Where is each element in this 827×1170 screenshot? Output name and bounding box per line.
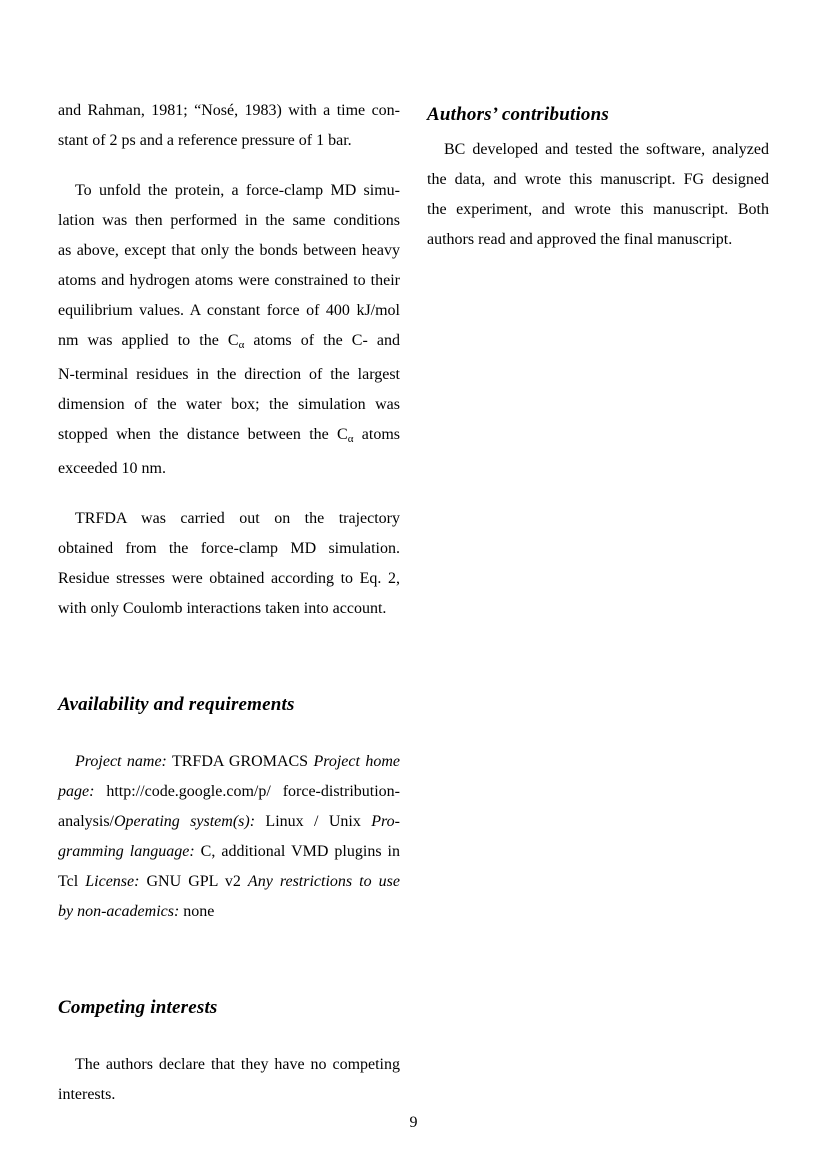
text-segment: TRFDA GROMACS bbox=[166, 753, 314, 770]
text-segment: dimension of the water box; the simulation was bbox=[58, 396, 400, 413]
text-line bbox=[58, 420, 400, 454]
text-segment: the data, and wrote this manuscript. FG designed bbox=[427, 171, 769, 188]
text-line bbox=[58, 1080, 400, 1110]
text-segment: gramming language: bbox=[58, 843, 195, 860]
text-segment: atoms bbox=[353, 426, 401, 443]
text-line bbox=[58, 747, 400, 777]
text-segment: page: bbox=[58, 783, 95, 800]
text-line bbox=[427, 225, 769, 255]
paragraph bbox=[58, 96, 400, 156]
section-heading: Authors’ contributions bbox=[427, 104, 609, 125]
text-segment: atoms and hydrogen atoms were constrained to their bbox=[58, 272, 400, 289]
text-line bbox=[58, 837, 400, 867]
text-line bbox=[58, 1050, 400, 1080]
text-segment: Tcl bbox=[58, 873, 86, 890]
text-segment: Linux / Unix bbox=[255, 813, 372, 830]
column-right bbox=[427, 100, 769, 255]
page-footer bbox=[0, 1108, 827, 1138]
text-line bbox=[58, 564, 400, 594]
text-segment: C, additional VMD plugins in bbox=[194, 843, 401, 860]
text-line bbox=[58, 534, 400, 564]
text-segment: exceeded 10 nm. bbox=[58, 460, 166, 477]
text-segment: GNU GPL v2 bbox=[139, 873, 248, 890]
text-segment: authors read and approved the final manuscript. bbox=[427, 231, 733, 248]
text-line bbox=[58, 96, 400, 126]
text-line bbox=[58, 326, 400, 360]
text-segment: atoms of the C- and bbox=[244, 332, 400, 349]
text-segment: N-terminal residues in the direction of the largest bbox=[58, 366, 400, 383]
text-line bbox=[58, 777, 400, 807]
subscript-text: α bbox=[347, 433, 354, 445]
text-segment: http://code.google.com/p/ force-distribution- bbox=[94, 783, 400, 800]
text-line bbox=[58, 454, 400, 484]
text-segment: obtained from the force-clamp MD simulation. bbox=[58, 540, 400, 557]
text-line bbox=[58, 296, 400, 326]
text-line bbox=[58, 360, 400, 390]
text-segment: analysis/ bbox=[58, 813, 114, 830]
text-line bbox=[58, 897, 400, 927]
text-segment: none bbox=[179, 903, 215, 920]
text-line bbox=[58, 504, 400, 534]
text-line bbox=[58, 176, 400, 206]
column-left bbox=[58, 96, 400, 1110]
text-segment: Pro- bbox=[371, 813, 400, 830]
text-segment: The authors declare that they have no competing bbox=[75, 1056, 400, 1073]
section-heading: Competing interests bbox=[58, 997, 218, 1018]
page-number: 9 bbox=[409, 1114, 418, 1131]
text-segment: equilibrium values. A constant force of 400 kJ/mol bbox=[58, 302, 400, 319]
text-line bbox=[58, 807, 400, 837]
text-segment: the experiment, and wrote this manuscript. Both bbox=[427, 201, 769, 218]
paragraph bbox=[427, 135, 769, 255]
text-segment: stopped when the distance between the C bbox=[58, 426, 348, 443]
text-segment: and Rahman, 1981; “Nosé, 1983) with a time con- bbox=[58, 102, 400, 119]
paragraph bbox=[58, 747, 400, 927]
text-line bbox=[58, 594, 400, 624]
text-line bbox=[427, 135, 769, 165]
text-segment: with only Coulomb interactions taken into account. bbox=[58, 600, 387, 617]
section-heading: Availability and requirements bbox=[58, 694, 295, 715]
text-segment: To unfold the protein, a force-clamp MD simu- bbox=[75, 182, 400, 199]
text-segment: as above, except that only the bonds between heavy bbox=[58, 242, 400, 259]
text-segment: nm was applied to the C bbox=[58, 332, 239, 349]
text-line bbox=[58, 206, 400, 236]
text-segment: interests. bbox=[58, 1086, 116, 1103]
text-line bbox=[58, 126, 400, 156]
text-segment: by non-academics: bbox=[58, 903, 180, 920]
text-segment: TRFDA was carried out on the trajectory bbox=[75, 510, 400, 527]
text-line bbox=[58, 390, 400, 420]
subscript-text: α bbox=[238, 339, 245, 351]
text-line bbox=[58, 236, 400, 266]
text-segment: lation was then performed in the same conditions bbox=[58, 212, 400, 229]
text-segment: Residue stresses were obtained according to Eq. 2, bbox=[58, 570, 400, 587]
text-segment: Project name: bbox=[75, 753, 167, 770]
text-segment: Operating system(s): bbox=[114, 813, 256, 830]
text-line bbox=[58, 266, 400, 296]
text-segment: Project home bbox=[313, 753, 400, 770]
paragraph bbox=[58, 176, 400, 484]
text-line bbox=[427, 195, 769, 225]
text-line bbox=[427, 165, 769, 195]
text-segment: License: bbox=[85, 873, 140, 890]
text-line bbox=[58, 867, 400, 897]
text-segment: Any restrictions to use bbox=[247, 873, 400, 890]
paragraph bbox=[58, 504, 400, 624]
text-segment: stant of 2 ps and a reference pressure of 1 bar. bbox=[58, 132, 352, 149]
paragraph bbox=[58, 1050, 400, 1110]
text-segment: BC developed and tested the software, analyzed bbox=[444, 141, 769, 158]
